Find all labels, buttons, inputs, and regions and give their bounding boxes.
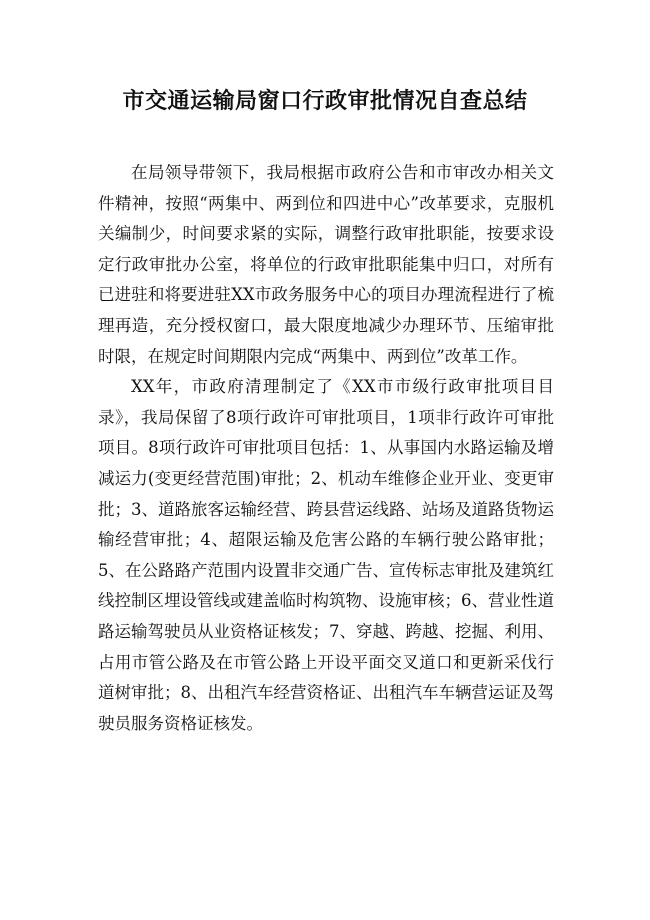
document-title: 市交通运输局窗口行政审批情况自查总结 <box>122 89 528 114</box>
document-body <box>98 158 554 739</box>
paragraph-2: XX年，市政府清理制定了《XX市市级行政审批项目目录》，我局保留了8项行政许可审批项目，1项非行政许可审批项目。8项行政许可审批项目包括：1、从事国内水路运输及增减运力(变更经营范围)审批；2、机动车维修企业开业、变更审批；3、道路旅客运输经营、跨县营运线路、站场及道路货物运输经营审批；4、超限运输及危害公路的车辆行驶公路审批；5、在公路路产范围内设置非交通广告、宣传标志审批及建筑红线控制区埋设管线或建盖临时构筑物、设施审核；6、营业性道路运输驾驶员从业资格证核发；7、穿越、跨越、挖掘、利用、占用市管公路及在市管公路上开设平面交叉道口和更新采伐行道树审批；8、出租汽车经营资格证、出租汽车车辆营运证及驾驶员服务资格证核发。 <box>98 377 554 733</box>
paragraph-1: 在局领导带领下，我局根据市政府公告和市审改办相关文件精神，按照“两集中、两到位和四进中心”改革要求，克服机关编制少，时间要求紧的实际，调整行政审批职能，按要求设定行政审批办公室，将单位的行政审批职能集中归口，对所有已进驻和将要进驻XX市政务服务中心的项目办理流程进行了梳理再造，充分授权窗口，最大限度地减少办理环节、压缩审批时限，在规定时间期限内完成“两集中、两到位”改革工作。 <box>98 163 554 366</box>
